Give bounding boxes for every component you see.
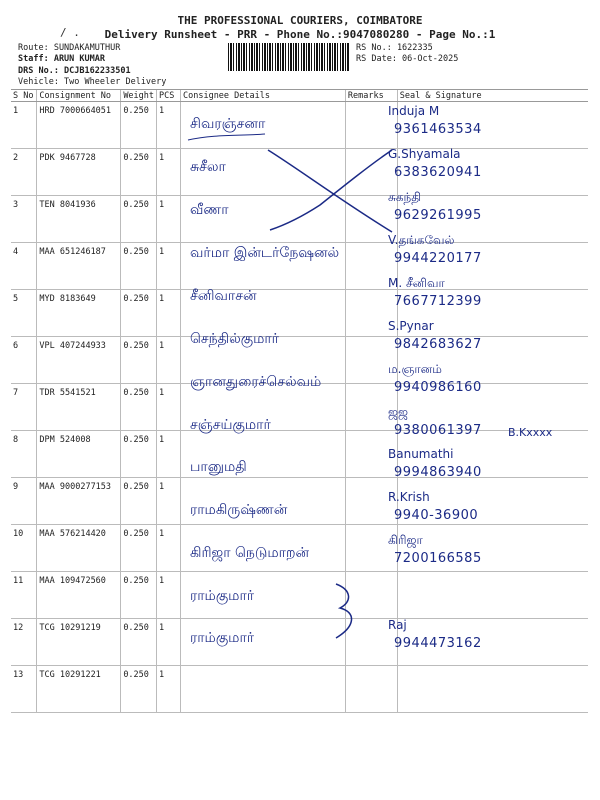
route-line: Route: SUNDAKAMUTHUR bbox=[18, 43, 121, 53]
row-consignment-no: TDR 5541521 bbox=[37, 384, 121, 431]
col-weight: Weight bbox=[121, 90, 157, 102]
handwritten-signature: V.தங்கவேல் bbox=[388, 233, 455, 247]
handwritten-phone: 7200166585 bbox=[394, 551, 482, 566]
handwritten-phone: 9940986160 bbox=[394, 380, 482, 395]
handwritten-signature: சுகந்தி bbox=[388, 190, 422, 204]
cross-out-stroke-2 bbox=[270, 150, 392, 230]
row-consignment-no: MYD 8183649 bbox=[37, 290, 121, 337]
row-weight: 0.250 bbox=[121, 102, 157, 149]
col-pcs: PCS bbox=[157, 90, 181, 102]
row-consignment-no: MAA 576214420 bbox=[37, 525, 121, 572]
handwritten-phone: 9940-36900 bbox=[394, 508, 479, 523]
handwritten-phone: 9361463534 bbox=[394, 122, 482, 137]
drs-line: DRS No.: DCJB162233501 bbox=[18, 66, 131, 76]
row-consignment-no: MAA 109472560 bbox=[37, 572, 121, 619]
vehicle-line: Vehicle: Two Wheeler Delivery bbox=[18, 77, 167, 87]
handwritten-consignee: சஞ்சய்குமார் bbox=[190, 417, 271, 433]
handwritten-signature: ஜஜ bbox=[388, 405, 409, 419]
handwritten-consignee: ஞானதுரைச்செல்வம் bbox=[190, 374, 322, 390]
row-weight: 0.250 bbox=[121, 572, 157, 619]
row-weight: 0.250 bbox=[121, 290, 157, 337]
row-consignment-no: VPL 407244933 bbox=[37, 337, 121, 384]
handwritten-consignee: வர்மா இன்டர்நேஷனல் bbox=[190, 245, 340, 261]
brace-mark bbox=[336, 584, 352, 638]
row-weight: 0.250 bbox=[121, 337, 157, 384]
handwritten-phone: 6383620941 bbox=[394, 165, 482, 180]
row-sno: 6 bbox=[11, 337, 37, 384]
row-consignment-no: PDK 9467728 bbox=[37, 149, 121, 196]
row-pcs: 1 bbox=[157, 102, 181, 149]
col-sno: S No bbox=[11, 90, 37, 102]
row-pcs: 1 bbox=[157, 337, 181, 384]
row-weight: 0.250 bbox=[121, 384, 157, 431]
row-weight: 0.250 bbox=[121, 525, 157, 572]
row-consignment-no: DPM 524008 bbox=[37, 431, 121, 478]
staff-line: Staff: ARUN KUMAR bbox=[18, 54, 105, 64]
row-sno: 12 bbox=[11, 619, 37, 666]
handwritten-signature: G.Shyamala bbox=[388, 147, 461, 161]
handwritten-phone: 9944473162 bbox=[394, 636, 482, 651]
col-consignee: Consignee Details bbox=[180, 90, 345, 102]
handwritten-phone: 9994863940 bbox=[394, 465, 482, 480]
row-weight: 0.250 bbox=[121, 666, 157, 713]
row-pcs: 1 bbox=[157, 149, 181, 196]
handwritten-note: B.Kxxxx bbox=[508, 426, 553, 439]
underline-mark bbox=[188, 134, 265, 140]
col-remarks: Remarks bbox=[345, 90, 397, 102]
runsheet-subtitle: Delivery Runsheet - PRR - Phone No.:9047080280 - Page No.:1 bbox=[104, 28, 496, 41]
row-pcs: 1 bbox=[157, 431, 181, 478]
row-sno: 1 bbox=[11, 102, 37, 149]
company-title: THE PROFESSIONAL COURIERS, COIMBATORE bbox=[177, 14, 423, 27]
row-sno: 2 bbox=[11, 149, 37, 196]
row-pcs: 1 bbox=[157, 384, 181, 431]
row-consignment-no: MAA 9000277153 bbox=[37, 478, 121, 525]
handwritten-phone: 9629261995 bbox=[394, 208, 482, 223]
handwritten-signature: கிரிஜா bbox=[388, 533, 423, 547]
handwritten-signature: Induja M bbox=[388, 104, 440, 118]
row-weight: 0.250 bbox=[121, 196, 157, 243]
cross-out-stroke-1 bbox=[268, 150, 392, 232]
row-consignment-no: MAA 651246187 bbox=[37, 243, 121, 290]
row-weight: 0.250 bbox=[121, 431, 157, 478]
row-sno: 8 bbox=[11, 431, 37, 478]
row-weight: 0.250 bbox=[121, 478, 157, 525]
col-consignment: Consignment No bbox=[37, 90, 121, 102]
handwritten-consignee: செந்தில்குமார் bbox=[190, 331, 279, 347]
handwritten-phone: 9380061397 bbox=[394, 423, 482, 438]
row-consignment-no: TEN 8041936 bbox=[37, 196, 121, 243]
rs-number: RS No.: 1622335 bbox=[356, 43, 433, 53]
row-sno: 11 bbox=[11, 572, 37, 619]
handwritten-consignee: ராம்குமார் bbox=[190, 588, 255, 604]
handwritten-consignee: சிவரஞ்சனா bbox=[190, 116, 266, 132]
row-weight: 0.250 bbox=[121, 149, 157, 196]
handwritten-consignee: கிரிஜா நெடுமாறன் bbox=[190, 545, 310, 561]
row-consignment-no: TCG 10291219 bbox=[37, 619, 121, 666]
handwritten-consignee: ராம்குமார் bbox=[190, 630, 255, 646]
handwritten-phone: 9944220177 bbox=[394, 251, 482, 266]
row-weight: 0.250 bbox=[121, 243, 157, 290]
handwritten-signature: Banumathi bbox=[388, 447, 454, 461]
handwritten-signature: S.Pynar bbox=[388, 319, 434, 333]
col-signature: Seal & Signature bbox=[397, 90, 588, 102]
row-pcs: 1 bbox=[157, 196, 181, 243]
handwritten-consignee: பானுமதி bbox=[190, 459, 247, 475]
row-sno: 10 bbox=[11, 525, 37, 572]
row-sno: 3 bbox=[11, 196, 37, 243]
row-pcs: 1 bbox=[157, 290, 181, 337]
handwritten-signature: ம.ஞானம் bbox=[388, 362, 442, 376]
row-pcs: 1 bbox=[157, 525, 181, 572]
handwritten-signature: R.Krish bbox=[388, 490, 430, 504]
handwritten-consignee: சுசீலா bbox=[190, 159, 226, 175]
rs-date: RS Date: 06-Oct-2025 bbox=[356, 54, 459, 64]
handwritten-phone: 7667712399 bbox=[394, 294, 482, 309]
handwritten-consignee: ராமகிருஷ்ணன் bbox=[190, 502, 288, 518]
row-pcs: 1 bbox=[157, 572, 181, 619]
handwritten-consignee: வீணா bbox=[190, 202, 229, 218]
row-weight: 0.250 bbox=[121, 619, 157, 666]
row-sno: 9 bbox=[11, 478, 37, 525]
pen-mark: / . bbox=[60, 26, 80, 39]
row-consignment-no: TCG 10291221 bbox=[37, 666, 121, 713]
row-sno: 13 bbox=[11, 666, 37, 713]
handwritten-signature: M. சீனிவா bbox=[388, 276, 445, 290]
row-pcs: 1 bbox=[157, 666, 181, 713]
row-sno: 5 bbox=[11, 290, 37, 337]
handwritten-phone: 9842683627 bbox=[394, 337, 482, 352]
row-sno: 4 bbox=[11, 243, 37, 290]
handwritten-signature: Raj bbox=[388, 618, 407, 632]
handwritten-consignee: சீனிவாசன் bbox=[190, 288, 257, 304]
row-pcs: 1 bbox=[157, 243, 181, 290]
row-pcs: 1 bbox=[157, 478, 181, 525]
row-consignment-no: HRD 7000664051 bbox=[37, 102, 121, 149]
row-pcs: 1 bbox=[157, 619, 181, 666]
row-sno: 7 bbox=[11, 384, 37, 431]
